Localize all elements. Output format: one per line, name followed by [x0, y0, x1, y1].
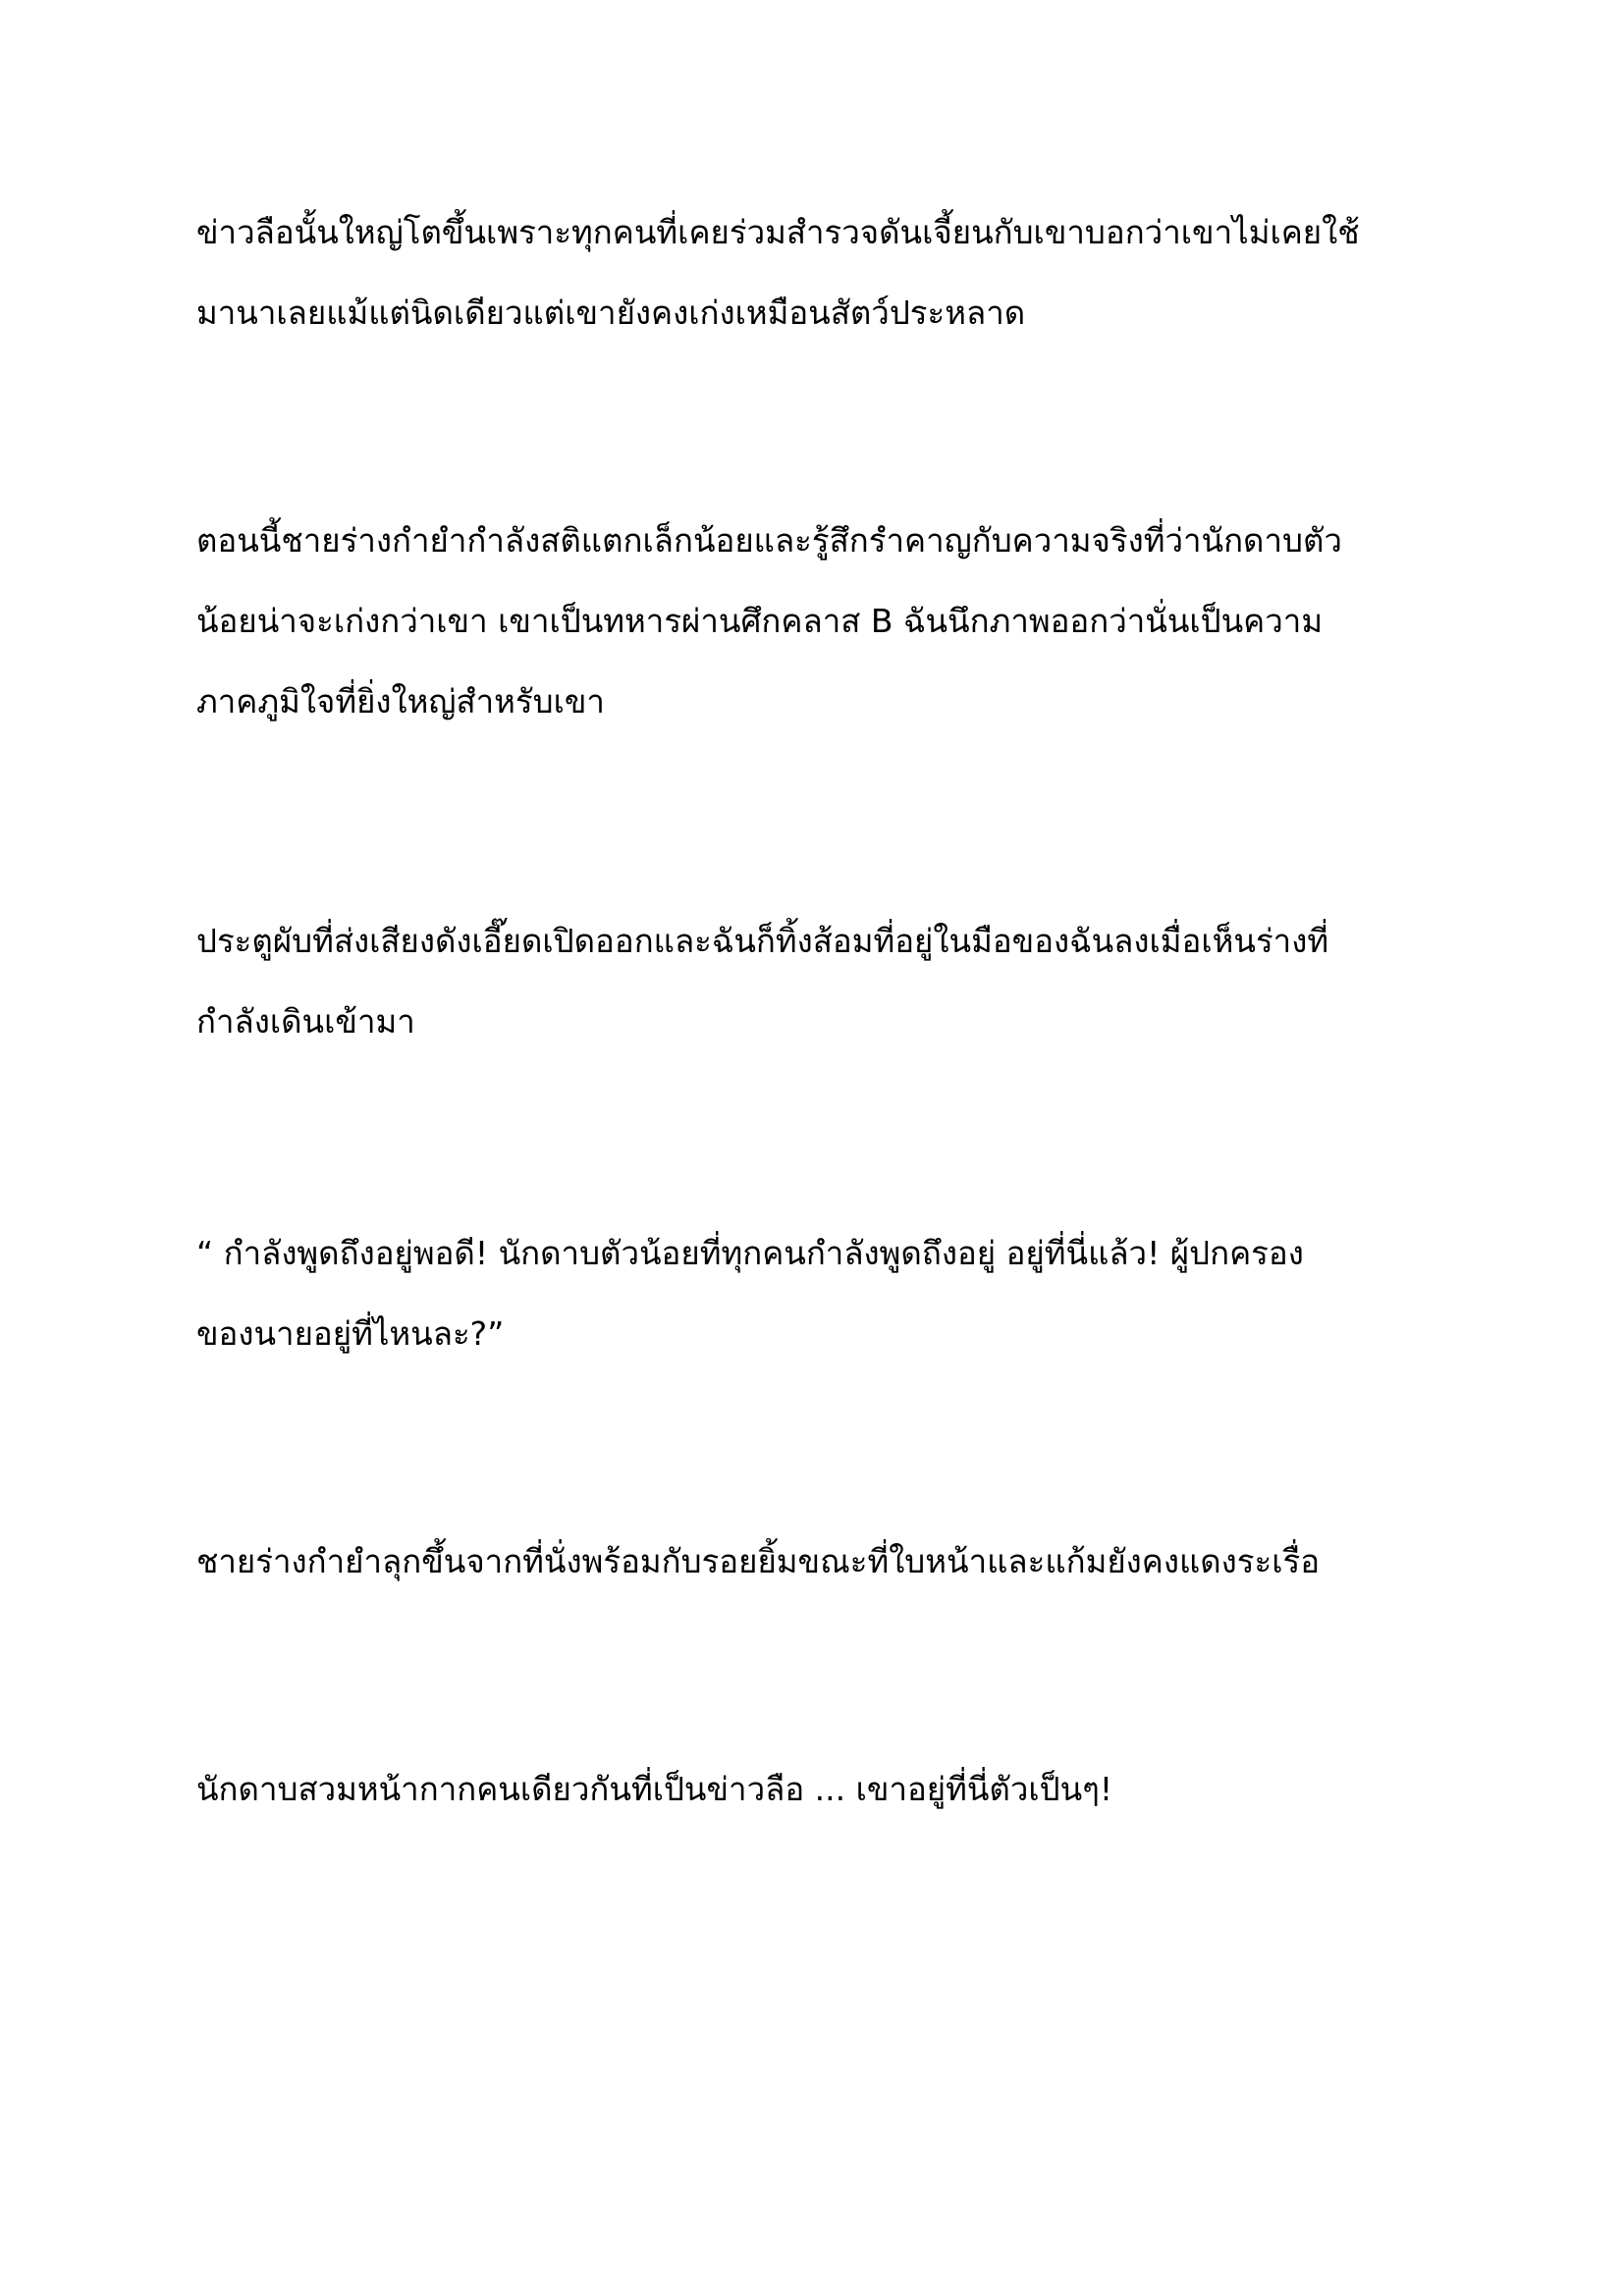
paragraph-line: มานาเลยแม้แต่นิดเดียวแต่เขายังคงเก่งเหมือนสัตว์ประหลาด: [196, 294, 1026, 332]
paragraph-burly-man: [196, 501, 1443, 742]
paragraph-line: ตอนนี้ชายร่างกำยำกำลังสติแตกเล็กน้อยและรู้สึกรำคาญกับความจริงที่ว่านักดาบตัว: [196, 521, 1342, 560]
paragraph-line: นักดาบสวมหน้ากากคนเดียวกันที่เป็นข่าวลือ ... เขาอยู่ที่นี่ตัวเป็นๆ!: [196, 1770, 1113, 1808]
paragraph-line: ข่าวลือนั้นใหญ่โตขึ้นเพราะทุกคนที่เคยร่วมสำรวจดันเจี้ยนกับเขาบอกว่าเขาไม่เคยใช้: [196, 213, 1360, 251]
paragraph-pub-door: [196, 901, 1443, 1062]
paragraph-line: ของนายอยู่ที่ไหนละ?”: [196, 1314, 505, 1353]
paragraph-rumor: [196, 192, 1443, 353]
paragraph-line: ประตูผับที่ส่งเสียงดังเอี๊ยดเปิดออกและฉันก็ทิ้งส้อมที่อยู่ในมือของฉันลงเมื่อเห็นร่างที่: [196, 922, 1329, 960]
paragraph-stand-up: [196, 1522, 1443, 1602]
paragraph-line: ภาคภูมิใจที่ยิ่งใหญ่สำหรับเขา: [196, 682, 605, 721]
paragraph-line: “ กำลังพูดถึงอยู่พอดี! นักดาบตัวน้อยที่ทุกคนกำลังพูดถึงอยู่ อยู่ที่นี่แล้ว! ผู้ปกครอง: [196, 1234, 1304, 1272]
paragraph-line: ชายร่างกำยำลุกขึ้นจากที่นั่งพร้อมกับรอยยิ้มขณะที่ใบหน้าและแก้มยังคงแดงระเรื่อ: [196, 1542, 1321, 1580]
paragraph-masked-swordsman: [196, 1749, 1443, 1830]
paragraph-line: น้อยน่าจะเก่งกว่าเขา เขาเป็นทหารผ่านศึกคลาส B ฉันนึกภาพออกว่านั่นเป็นความ: [196, 602, 1324, 640]
paragraph-dialogue: [196, 1213, 1443, 1374]
paragraph-line: กำลังเดินเข้ามา: [196, 1002, 415, 1041]
